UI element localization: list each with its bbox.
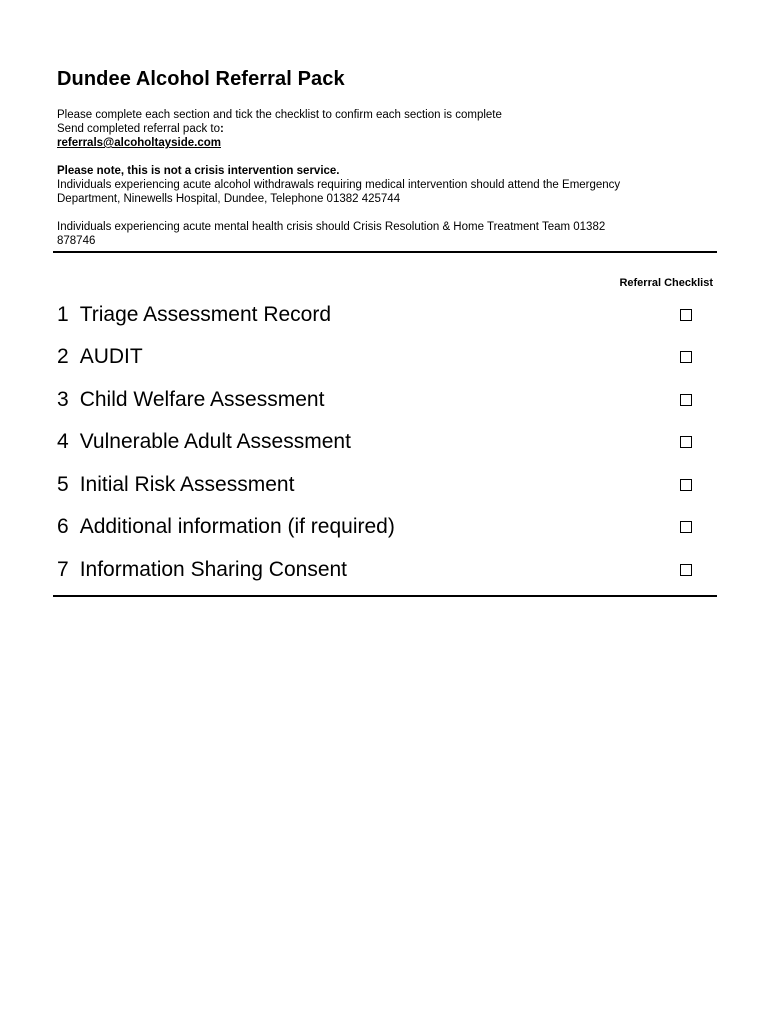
referral-checklist-label: Referral Checklist [619,277,713,289]
checklist-checkbox[interactable] [680,564,692,576]
checklist-checkbox[interactable] [680,521,692,533]
notice-line-2: Department, Ninewells Hospital, Dundee, Telephone 01382 425744 [57,193,401,205]
header-divider [53,251,717,253]
checklist-item [57,345,143,369]
send-to-colon: : [220,123,224,135]
checklist-item [57,388,324,412]
send-to-line [57,123,224,137]
checklist-item [57,558,347,582]
instructions-line: Please complete each section and tick the checklist to confirm each section is complete [57,109,502,121]
checklist-item-label: Triage Assessment Record [79,303,332,326]
checklist-item-number: 4 [57,430,69,453]
notice-heading: Please note, this is not a crisis intervention service. [57,165,340,177]
checklist-checkbox[interactable] [680,309,692,321]
checklist-item-number: 3 [57,388,69,411]
checklist-item-label: AUDIT [79,345,143,368]
send-to-text: Send completed referral pack to [57,123,221,135]
checklist-checkbox[interactable] [680,479,692,491]
checklist-bottom-divider [53,595,717,597]
checklist-checkbox[interactable] [680,436,692,448]
checklist-item [57,473,294,497]
checklist-item-number: 5 [57,473,69,496]
checklist-item-label: Additional information (if required) [79,515,395,538]
checklist-item-label: Initial Risk Assessment [79,473,295,496]
checklist-item-label: Child Welfare Assessment [79,388,325,411]
checklist-checkbox[interactable] [680,394,692,406]
notice-line-4: 878746 [57,235,96,247]
notice-line-1: Individuals experiencing acute alcohol withdrawals requiring medical intervention should attend the Emergency [57,179,621,191]
checklist-checkbox[interactable] [680,351,692,363]
referral-email-link[interactable]: referrals@alcoholtayside.com [57,137,221,149]
checklist-item-number: 1 [57,303,69,326]
page-title: Dundee Alcohol Referral Pack [57,68,345,90]
checklist-item-label: Information Sharing Consent [79,558,348,581]
checklist-item [57,303,331,327]
checklist-item-number: 2 [57,345,69,368]
checklist-item-number: 6 [57,515,69,538]
checklist-item [57,515,395,539]
checklist-item-number: 7 [57,558,69,581]
checklist-item-label: Vulnerable Adult Assessment [79,430,351,453]
notice-line-3: Individuals experiencing acute mental health crisis should Crisis Resolution & Home Treatment Team 01382 [57,221,606,233]
checklist-item [57,430,351,454]
email-line [57,137,221,151]
